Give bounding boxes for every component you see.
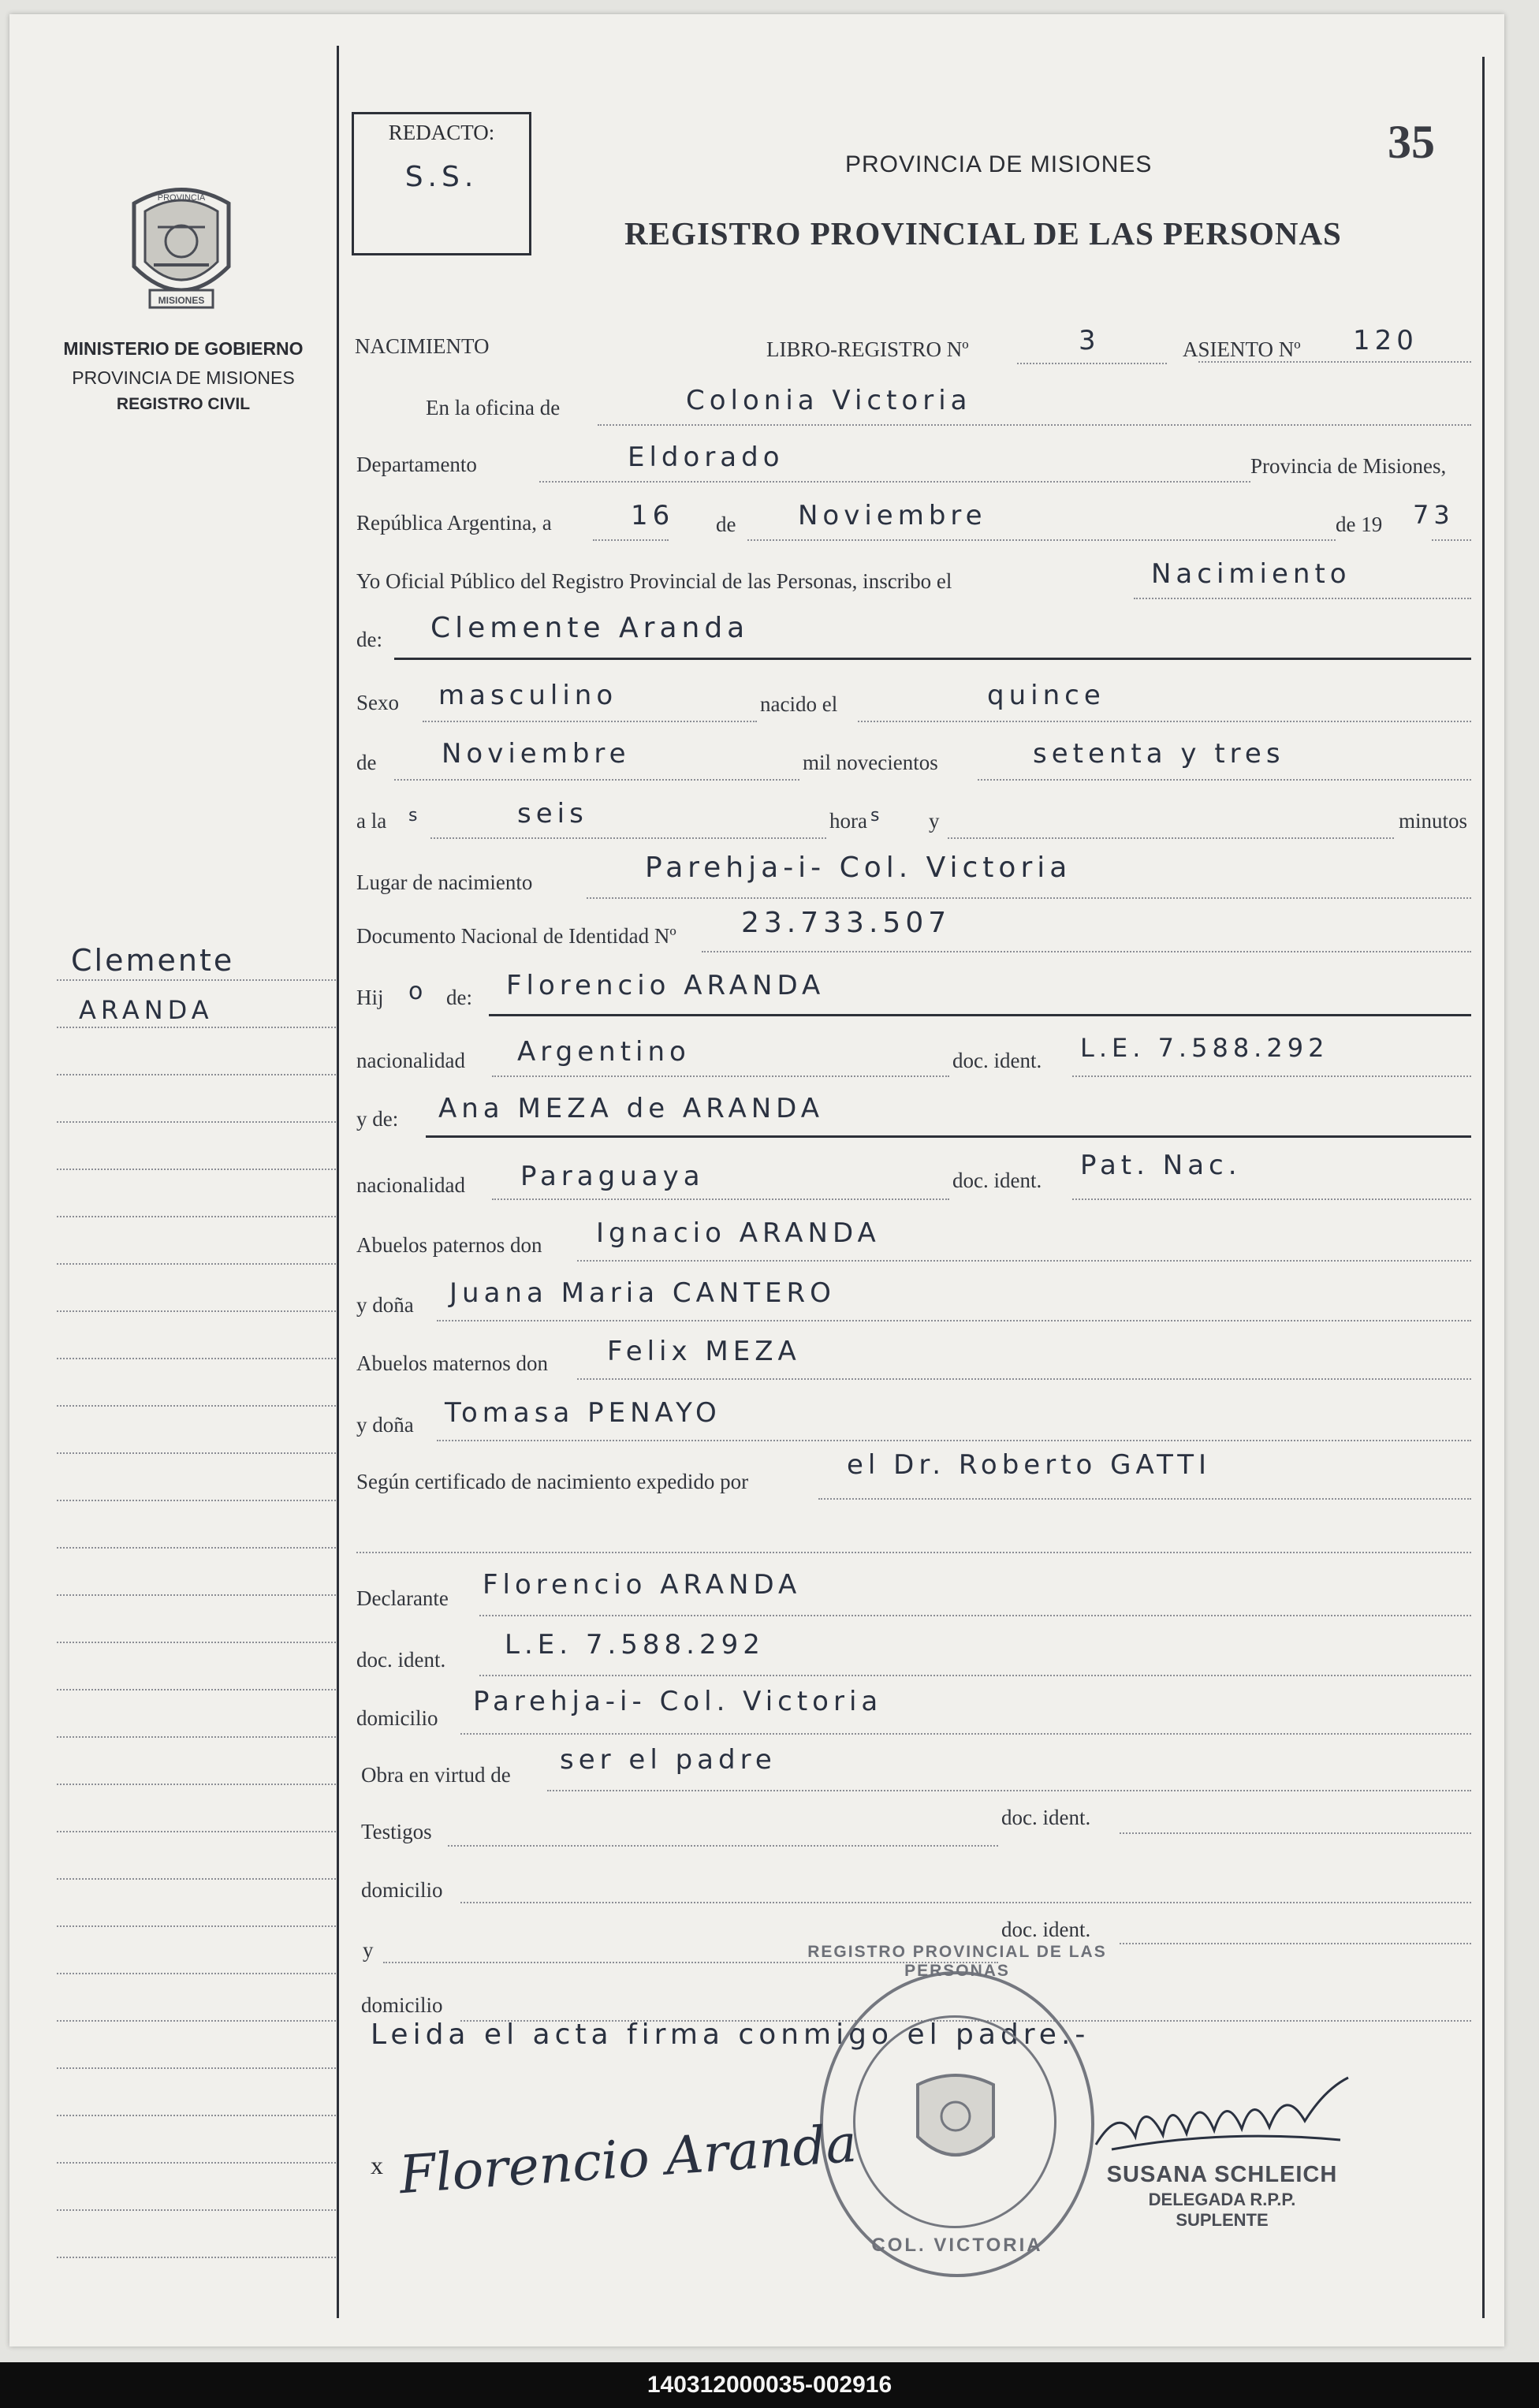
testigos-label: Testigos — [361, 1820, 432, 1843]
field-underline — [1072, 1198, 1471, 1200]
official-title-2: SUPLENTE — [1176, 2210, 1269, 2230]
ala-value: s — [408, 806, 423, 826]
field-underline — [460, 1733, 1471, 1735]
field-underline — [577, 1378, 1471, 1380]
nacido-value: quince — [987, 680, 1105, 711]
abm-label: Abuelos maternos don — [356, 1351, 548, 1375]
registry-label: REGISTRO CIVIL — [116, 395, 251, 413]
sexo-value: masculino — [438, 680, 618, 711]
margin-ruled-line — [57, 1973, 336, 1974]
field-underline — [1017, 363, 1167, 364]
province-heading: PROVINCIA DE MISIONES — [845, 151, 1153, 177]
field-underline — [948, 837, 1394, 839]
leida-text: Leida el acta firma conmigo el padre.- — [371, 2018, 1090, 2051]
yde-label: y de: — [356, 1107, 399, 1131]
footer-band — [0, 2362, 1539, 2408]
field-underline — [1432, 539, 1471, 541]
nac2-value: Paraguaya — [520, 1161, 705, 1192]
doct-label: doc. ident. — [1001, 1806, 1091, 1829]
y-label: y — [929, 809, 940, 833]
field-underline — [437, 1320, 1471, 1321]
margin-ruled-line — [57, 1027, 336, 1028]
field-underline-solid — [426, 1135, 1471, 1138]
de-label: de — [716, 513, 736, 536]
declarant-signature: Florencio Aranda — [397, 2112, 859, 2206]
margin-ruled-line — [57, 1452, 336, 1454]
margin-ruled-line — [57, 2067, 336, 2069]
margin-ruled-line — [57, 1310, 336, 1312]
field-underline — [818, 1498, 1471, 1500]
margin-ruled-line — [57, 2020, 336, 2022]
abp-value: Ignacio ARANDA — [596, 1217, 881, 1249]
margin-ruled-line — [57, 2209, 336, 2211]
margin-ruled-line — [57, 1689, 336, 1690]
obra-label: Obra en virtud de — [361, 1763, 511, 1787]
domicilio-value: Parehja-i- Col. Victoria — [473, 1686, 883, 1717]
oficial-text: Yo Oficial Público del Registro Provincial de las Personas, inscribo el — [356, 569, 952, 593]
field-underline — [1134, 598, 1471, 599]
field-underline — [747, 539, 1336, 541]
field-underline — [1120, 1832, 1471, 1834]
margin-ruled-line — [57, 1121, 336, 1123]
left-column-divider — [337, 46, 339, 2318]
hij-label: Hij — [356, 986, 384, 1009]
field-underline — [587, 897, 1471, 899]
field-underline — [356, 1552, 1471, 1553]
mil-label: mil novecientos — [803, 751, 938, 774]
dni-value: 23.733.507 — [741, 907, 952, 939]
field-underline — [437, 1440, 1471, 1441]
margin-ruled-line — [57, 1594, 336, 1596]
declarante-label: Declarante — [356, 1586, 449, 1610]
abp-label: Abuelos paternos don — [356, 1233, 542, 1257]
cert-value: el Dr. Roberto GATTI — [847, 1449, 1212, 1481]
y2-label: y — [363, 1938, 374, 1962]
margin-surname: ARANDA — [79, 995, 214, 1025]
de-colon-label: de: — [356, 628, 382, 651]
dom2-label: domicilio — [361, 1878, 443, 1902]
domicilio-label: domicilio — [356, 1706, 438, 1730]
republica-label: República Argentina, a — [356, 511, 552, 535]
sexo-label: Sexo — [356, 691, 399, 714]
official-name — [1097, 2162, 1347, 2231]
margin-ruled-line — [57, 1358, 336, 1359]
ydona2-label: y doña — [356, 1413, 414, 1437]
margin-ruled-line — [57, 1925, 336, 1927]
margin-ruled-line — [57, 1642, 336, 1643]
declarant-mark: x — [371, 2151, 383, 2179]
doc1-value: L.E. 7.588.292 — [1080, 1033, 1329, 1063]
doc1-label: doc. ident. — [952, 1049, 1042, 1072]
doc2-value: Pat. Nac. — [1080, 1150, 1242, 1181]
de2-label: de — [356, 751, 377, 774]
field-underline — [430, 837, 826, 839]
provincia-suffix: Provincia de Misiones, — [1250, 454, 1447, 478]
docdecl-label: doc. ident. — [356, 1648, 446, 1672]
field-underline — [858, 721, 1471, 722]
field-underline — [479, 1615, 1471, 1616]
field-underline — [460, 1902, 1471, 1903]
doct2-label: doc. ident. — [1001, 1918, 1091, 1941]
asiento-label: ASIENTO Nº — [1183, 337, 1301, 361]
oficina-label: En la oficina de — [426, 396, 561, 419]
anio-value: setenta y tres — [1033, 738, 1285, 770]
province-emblem-icon — [118, 180, 244, 314]
hij-de-label: de: — [446, 986, 472, 1009]
official-title-1: DELEGADA R.P.P. — [1148, 2190, 1296, 2209]
lugar-label: Lugar de nacimiento — [356, 870, 533, 894]
month-value: Noviembre — [798, 500, 987, 531]
field-underline — [492, 1198, 949, 1200]
margin-ruled-line — [57, 1547, 336, 1549]
field-underline — [423, 721, 757, 722]
redacto-label: REDACTO: — [388, 121, 495, 144]
margin-ruled-line — [57, 1074, 336, 1075]
asiento-value: 120 — [1353, 325, 1418, 356]
nombre-value: Clemente Aranda — [430, 612, 750, 644]
redacto-value: S.S. — [404, 161, 479, 193]
dni-label: Documento Nacional de Identidad Nº — [356, 924, 676, 948]
margin-ruled-line — [57, 1263, 336, 1265]
field-underline — [394, 779, 799, 781]
nac2-label: nacionalidad — [356, 1173, 465, 1197]
declarante-value: Florencio ARANDA — [483, 1569, 802, 1601]
seal-text-bottom: COL. VICTORIA — [871, 2235, 1043, 2256]
ydona1-label: y doña — [356, 1293, 414, 1317]
field-underline — [702, 951, 1471, 952]
margin-ruled-line — [57, 1500, 336, 1501]
margin-ruled-line — [57, 1784, 336, 1785]
margin-given-name: Clemente — [71, 943, 235, 978]
hora-value: seis — [517, 798, 588, 829]
oficina-value: Colonia Victoria — [686, 385, 972, 416]
madre-value: Ana MEZA de ARANDA — [438, 1093, 824, 1124]
margin-ruled-line — [57, 979, 336, 981]
emblem-text-top: PROVINCIA — [157, 193, 206, 203]
margin-ruled-line — [57, 1405, 336, 1407]
padre-value: Florencio ARANDA — [506, 970, 825, 1001]
acto-value: Nacimiento — [1151, 558, 1351, 590]
emblem-text-bottom: MISIONES — [158, 295, 205, 306]
mes-value: Noviembre — [442, 738, 631, 770]
field-underline — [593, 539, 669, 541]
seal-text-top: REGISTRO PROVINCIAL DE LAS PERSONAS — [807, 1943, 1107, 1980]
ydona1-value: Juana Maria CANTERO — [449, 1277, 836, 1309]
ministry-heading — [32, 334, 335, 416]
redacto-box — [352, 112, 531, 255]
hij-suffix: o — [408, 978, 428, 1005]
hora-suffix: s — [870, 806, 885, 826]
year-label: de 19 — [1336, 513, 1383, 536]
field-underline-solid — [394, 658, 1471, 660]
margin-ruled-line — [57, 2162, 336, 2164]
field-underline — [547, 1790, 1471, 1791]
margin-ruled-line — [57, 1216, 336, 1217]
field-underline — [1072, 1075, 1471, 1077]
cert-label: Según certificado de nacimiento expedido por — [356, 1470, 749, 1493]
obra-value: ser el padre — [560, 1744, 777, 1776]
footer-code: 140312000035-002916 — [647, 2372, 892, 2398]
margin-ruled-line — [57, 2115, 336, 2116]
lugar-value: Parehja-i- Col. Victoria — [645, 852, 1072, 884]
ydona2-value: Tomasa PENAYO — [445, 1397, 721, 1429]
margin-ruled-line — [57, 1736, 336, 1738]
margin-ruled-line — [57, 1169, 336, 1170]
seal-emblem-icon — [908, 2067, 1003, 2175]
field-underline-solid — [489, 1014, 1471, 1016]
page-title: REGISTRO PROVINCIAL DE LAS PERSONAS — [624, 215, 1342, 252]
margin-ruled-line — [57, 1878, 336, 1880]
page-number: 35 — [1388, 116, 1435, 168]
nac1-value: Argentino — [517, 1036, 691, 1068]
nacido-label: nacido el — [760, 692, 838, 716]
libro-label: LIBRO-REGISTRO Nº — [766, 337, 969, 361]
libro-value: 3 — [1079, 325, 1101, 356]
nacimiento-label: NACIMIENTO — [355, 334, 490, 358]
ministry-label: MINISTERIO DE GOBIERNO — [63, 338, 304, 359]
field-underline — [978, 779, 1471, 781]
right-border — [1482, 57, 1485, 2318]
departamento-label: Departamento — [356, 453, 477, 476]
field-underline — [479, 1675, 1471, 1676]
margin-ruled-line — [57, 2257, 336, 2258]
field-underline — [598, 424, 1471, 426]
minutos-label: minutos — [1399, 809, 1468, 833]
province-label: PROVINCIA DE MISIONES — [72, 367, 295, 388]
day-value: 16 — [631, 500, 675, 531]
year-value: 73 — [1413, 500, 1455, 530]
official-name-text: SUSANA SCHLEICH — [1106, 2162, 1338, 2187]
margin-ruled-line — [57, 1831, 336, 1832]
dom3-label: domicilio — [361, 1993, 443, 2017]
docdecl-value: L.E. 7.588.292 — [505, 1629, 765, 1661]
registry-seal — [807, 1943, 1107, 2277]
nac1-label: nacionalidad — [356, 1049, 465, 1072]
field-underline — [577, 1260, 1471, 1262]
field-underline — [539, 481, 1250, 483]
field-underline — [1198, 361, 1471, 363]
ala-label: a la — [356, 809, 387, 833]
doc2-label: doc. ident. — [952, 1169, 1042, 1192]
field-underline — [448, 1845, 998, 1847]
official-signature — [1088, 2074, 1356, 2168]
field-underline — [492, 1075, 949, 1077]
hora-label: hora — [829, 809, 867, 833]
field-underline — [1120, 1943, 1471, 1944]
abm-value: Felix MEZA — [607, 1336, 801, 1367]
departamento-value: Eldorado — [628, 442, 784, 473]
